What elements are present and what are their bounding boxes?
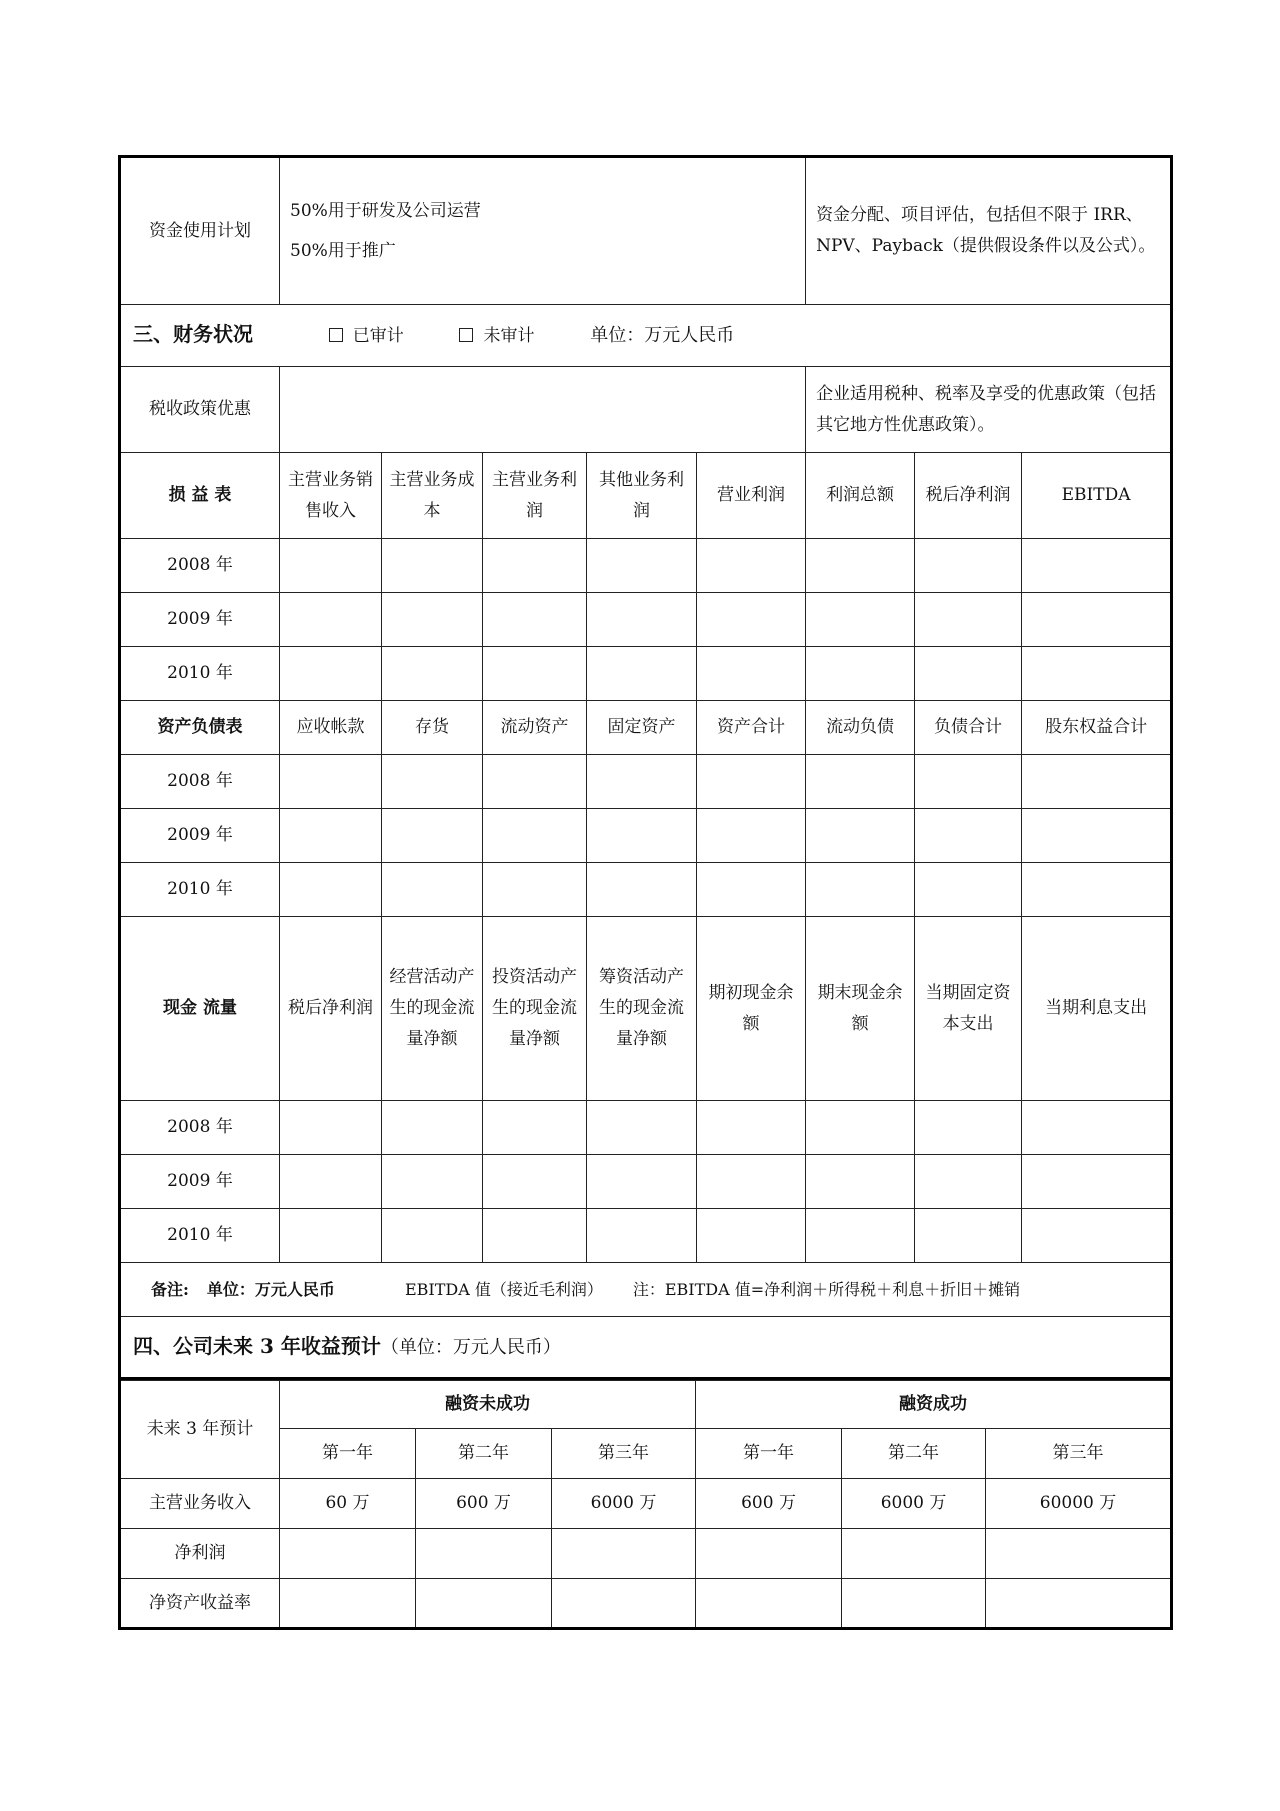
data-cell[interactable] xyxy=(483,755,587,809)
group-fail-header: 融资未成功 xyxy=(280,1381,696,1429)
data-cell[interactable] xyxy=(382,593,483,647)
balance-header: 存货 xyxy=(382,701,483,755)
data-cell[interactable] xyxy=(915,539,1022,593)
table-row xyxy=(120,1479,1172,1529)
forecast-value[interactable]: 600 万 xyxy=(416,1479,552,1529)
data-cell[interactable] xyxy=(697,593,806,647)
data-cell[interactable] xyxy=(806,755,915,809)
data-cell[interactable] xyxy=(1022,1209,1172,1263)
tax-label: 税收政策优惠 xyxy=(120,367,280,453)
audited-option[interactable]: 已审计 xyxy=(329,326,404,346)
data-cell[interactable] xyxy=(806,647,915,701)
data-cell[interactable] xyxy=(483,809,587,863)
table-row xyxy=(120,809,1172,863)
data-cell[interactable] xyxy=(587,863,697,917)
income-header: 主营业务成本 xyxy=(382,453,483,539)
data-cell[interactable] xyxy=(280,1209,382,1263)
table-row xyxy=(120,863,1172,917)
forecast-value[interactable]: 6000 万 xyxy=(552,1479,696,1529)
cash-header-row xyxy=(120,917,1172,1101)
forecast-value[interactable] xyxy=(280,1529,416,1579)
data-cell[interactable] xyxy=(915,593,1022,647)
data-cell[interactable] xyxy=(697,539,806,593)
financial-section-header xyxy=(120,305,1172,367)
data-cell[interactable] xyxy=(1022,647,1172,701)
data-cell[interactable] xyxy=(1022,1155,1172,1209)
data-cell[interactable] xyxy=(1022,755,1172,809)
data-cell[interactable] xyxy=(280,647,382,701)
year-label: 2009 年 xyxy=(120,1155,280,1209)
data-cell[interactable] xyxy=(806,809,915,863)
income-header: 主营业务利润 xyxy=(483,453,587,539)
income-header: 其他业务利润 xyxy=(587,453,697,539)
data-cell[interactable] xyxy=(382,809,483,863)
data-cell[interactable] xyxy=(1022,593,1172,647)
data-cell[interactable] xyxy=(483,593,587,647)
data-cell[interactable] xyxy=(382,647,483,701)
table-row xyxy=(120,1529,1172,1579)
year-label: 2009 年 xyxy=(120,809,280,863)
table-row xyxy=(120,593,1172,647)
data-cell[interactable] xyxy=(915,863,1022,917)
cash-header: 期末现金余额 xyxy=(806,917,915,1101)
data-cell[interactable] xyxy=(915,809,1022,863)
balance-header: 流动负债 xyxy=(806,701,915,755)
data-cell[interactable] xyxy=(697,809,806,863)
forecast-section-header xyxy=(120,1317,1172,1379)
funding-plan-note: 资金分配、项目评估，包括但不限于 IRR、NPV、Payback（提供假设条件以及公式）。 xyxy=(806,157,1172,305)
income-title: 损 益 表 xyxy=(120,453,280,539)
income-header: EBITDA xyxy=(1022,453,1172,539)
data-cell[interactable] xyxy=(587,755,697,809)
balance-title: 资产负债表 xyxy=(120,701,280,755)
cash-header: 当期利息支出 xyxy=(1022,917,1172,1101)
data-cell[interactable] xyxy=(587,647,697,701)
data-cell[interactable] xyxy=(806,863,915,917)
form-table xyxy=(118,155,1173,1380)
forecast-value[interactable] xyxy=(416,1529,552,1579)
data-cell[interactable] xyxy=(483,539,587,593)
data-cell[interactable] xyxy=(697,755,806,809)
data-cell[interactable] xyxy=(382,1101,483,1155)
cash-header: 税后净利润 xyxy=(280,917,382,1101)
forecast-value[interactable] xyxy=(696,1579,842,1629)
data-cell[interactable] xyxy=(587,809,697,863)
remark-ebitda: EBITDA 值（接近毛利润） xyxy=(404,1280,603,1299)
data-cell[interactable] xyxy=(1022,863,1172,917)
remark-unit: 单位：万元人民币 xyxy=(206,1280,335,1299)
table-row xyxy=(120,755,1172,809)
form-sheet xyxy=(118,155,1172,1630)
cash-header: 筹资活动产生的现金流量净额 xyxy=(587,917,697,1101)
year-label: 2010 年 xyxy=(120,647,280,701)
forecast-value[interactable] xyxy=(416,1579,552,1629)
data-cell[interactable] xyxy=(587,1101,697,1155)
forecast-value[interactable] xyxy=(842,1529,986,1579)
income-header: 营业利润 xyxy=(697,453,806,539)
forecast-year: 第一年 xyxy=(280,1429,416,1479)
data-cell[interactable] xyxy=(915,1101,1022,1155)
forecast-table xyxy=(118,1380,1173,1630)
data-cell[interactable] xyxy=(1022,1101,1172,1155)
data-cell[interactable] xyxy=(382,863,483,917)
table-row xyxy=(120,1101,1172,1155)
data-cell[interactable] xyxy=(483,647,587,701)
data-cell[interactable] xyxy=(806,1101,915,1155)
data-cell[interactable] xyxy=(915,755,1022,809)
data-cell[interactable] xyxy=(697,1101,806,1155)
remark-formula: 注：EBITDA 值=净利润＋所得税＋利息＋折旧＋摊销 xyxy=(632,1280,1021,1299)
tax-input[interactable] xyxy=(280,367,806,453)
table-row xyxy=(120,1209,1172,1263)
data-cell[interactable] xyxy=(697,863,806,917)
data-cell[interactable] xyxy=(915,1155,1022,1209)
year-label: 2010 年 xyxy=(120,1209,280,1263)
forecast-value[interactable] xyxy=(986,1529,1172,1579)
data-cell[interactable] xyxy=(280,755,382,809)
balance-header-row xyxy=(120,701,1172,755)
cash-header: 投资活动产生的现金流量净额 xyxy=(483,917,587,1101)
table-row xyxy=(120,1579,1172,1629)
forecast-value[interactable] xyxy=(552,1529,696,1579)
data-cell[interactable] xyxy=(280,863,382,917)
cash-title: 现金 流量 xyxy=(120,917,280,1101)
forecast-value[interactable] xyxy=(986,1579,1172,1629)
forecast-metric-label: 主营业务收入 xyxy=(120,1479,280,1529)
forecast-year: 第二年 xyxy=(416,1429,552,1479)
data-cell[interactable] xyxy=(483,863,587,917)
data-cell[interactable] xyxy=(280,593,382,647)
data-cell[interactable] xyxy=(915,1209,1022,1263)
forecast-row-label: 未来 3 年预计 xyxy=(120,1381,280,1479)
forecast-year: 第二年 xyxy=(842,1429,986,1479)
funding-plan-line-1: 50%用于研发及公司运营 xyxy=(290,201,481,221)
income-header: 税后净利润 xyxy=(915,453,1022,539)
year-label: 2008 年 xyxy=(120,1101,280,1155)
data-cell[interactable] xyxy=(587,593,697,647)
financial-unit: 单位：万元人民币 xyxy=(590,325,735,346)
unaudited-option[interactable]: 未审计 xyxy=(459,326,534,346)
data-cell[interactable] xyxy=(280,809,382,863)
forecast-value[interactable]: 60000 万 xyxy=(986,1479,1172,1529)
funding-plan-label: 资金使用计划 xyxy=(120,157,280,305)
year-label: 2008 年 xyxy=(120,539,280,593)
cash-header: 当期固定资本支出 xyxy=(915,917,1022,1101)
year-label: 2009 年 xyxy=(120,593,280,647)
forecast-value[interactable] xyxy=(280,1579,416,1629)
forecast-value[interactable]: 6000 万 xyxy=(842,1479,986,1529)
income-header: 利润总额 xyxy=(806,453,915,539)
cash-header: 期初现金余额 xyxy=(697,917,806,1101)
data-cell[interactable] xyxy=(483,1155,587,1209)
forecast-section-title: 四、公司未来 3 年收益预计 xyxy=(133,1334,381,1358)
forecast-year: 第一年 xyxy=(696,1429,842,1479)
forecast-metric-label: 净利润 xyxy=(120,1529,280,1579)
data-cell[interactable] xyxy=(1022,809,1172,863)
forecast-value[interactable] xyxy=(552,1579,696,1629)
data-cell[interactable] xyxy=(806,1155,915,1209)
forecast-value[interactable] xyxy=(842,1579,986,1629)
data-cell[interactable] xyxy=(806,1209,915,1263)
group-success-header: 融资成功 xyxy=(696,1381,1172,1429)
funding-plan-content xyxy=(280,157,806,305)
balance-header: 固定资产 xyxy=(587,701,697,755)
data-cell[interactable] xyxy=(697,1209,806,1263)
data-cell[interactable] xyxy=(280,539,382,593)
funding-plan-line-2: 50%用于推广 xyxy=(290,241,396,261)
balance-header: 资产合计 xyxy=(697,701,806,755)
table-row xyxy=(120,647,1172,701)
data-cell[interactable] xyxy=(915,647,1022,701)
table-row xyxy=(120,539,1172,593)
data-cell[interactable] xyxy=(382,755,483,809)
income-header: 主营业务销售收入 xyxy=(280,453,382,539)
data-cell[interactable] xyxy=(587,539,697,593)
balance-header: 负债合计 xyxy=(915,701,1022,755)
forecast-year: 第三年 xyxy=(552,1429,696,1479)
year-label: 2010 年 xyxy=(120,863,280,917)
table-row xyxy=(120,1155,1172,1209)
forecast-value[interactable]: 600 万 xyxy=(696,1479,842,1529)
data-cell[interactable] xyxy=(382,1209,483,1263)
data-cell[interactable] xyxy=(806,593,915,647)
data-cell[interactable] xyxy=(697,647,806,701)
data-cell[interactable] xyxy=(697,1155,806,1209)
data-cell[interactable] xyxy=(1022,539,1172,593)
forecast-unit: （单位：万元人民币） xyxy=(380,1337,561,1358)
tax-note: 企业适用税种、税率及享受的优惠政策（包括其它地方性优惠政策）。 xyxy=(806,367,1172,453)
forecast-year: 第三年 xyxy=(986,1429,1172,1479)
data-cell[interactable] xyxy=(483,1101,587,1155)
data-cell[interactable] xyxy=(587,1155,697,1209)
unaudited-checkbox[interactable] xyxy=(459,328,473,342)
forecast-metric-label: 净资产收益率 xyxy=(120,1579,280,1629)
cash-header: 经营活动产生的现金流量净额 xyxy=(382,917,483,1101)
data-cell[interactable] xyxy=(382,1155,483,1209)
financial-section-title: 三、财务状况 xyxy=(133,322,253,346)
balance-header: 应收帐款 xyxy=(280,701,382,755)
year-label: 2008 年 xyxy=(120,755,280,809)
remark-row xyxy=(120,1263,1172,1317)
balance-header: 流动资产 xyxy=(483,701,587,755)
audited-checkbox[interactable] xyxy=(329,328,343,342)
forecast-value[interactable] xyxy=(696,1529,842,1579)
data-cell[interactable] xyxy=(483,1209,587,1263)
data-cell[interactable] xyxy=(382,539,483,593)
data-cell[interactable] xyxy=(806,539,915,593)
forecast-value[interactable]: 60 万 xyxy=(280,1479,416,1529)
data-cell[interactable] xyxy=(280,1101,382,1155)
data-cell[interactable] xyxy=(587,1209,697,1263)
remark-label: 备注: xyxy=(151,1280,189,1299)
balance-header: 股东权益合计 xyxy=(1022,701,1172,755)
data-cell[interactable] xyxy=(280,1155,382,1209)
income-header-row xyxy=(120,453,1172,539)
